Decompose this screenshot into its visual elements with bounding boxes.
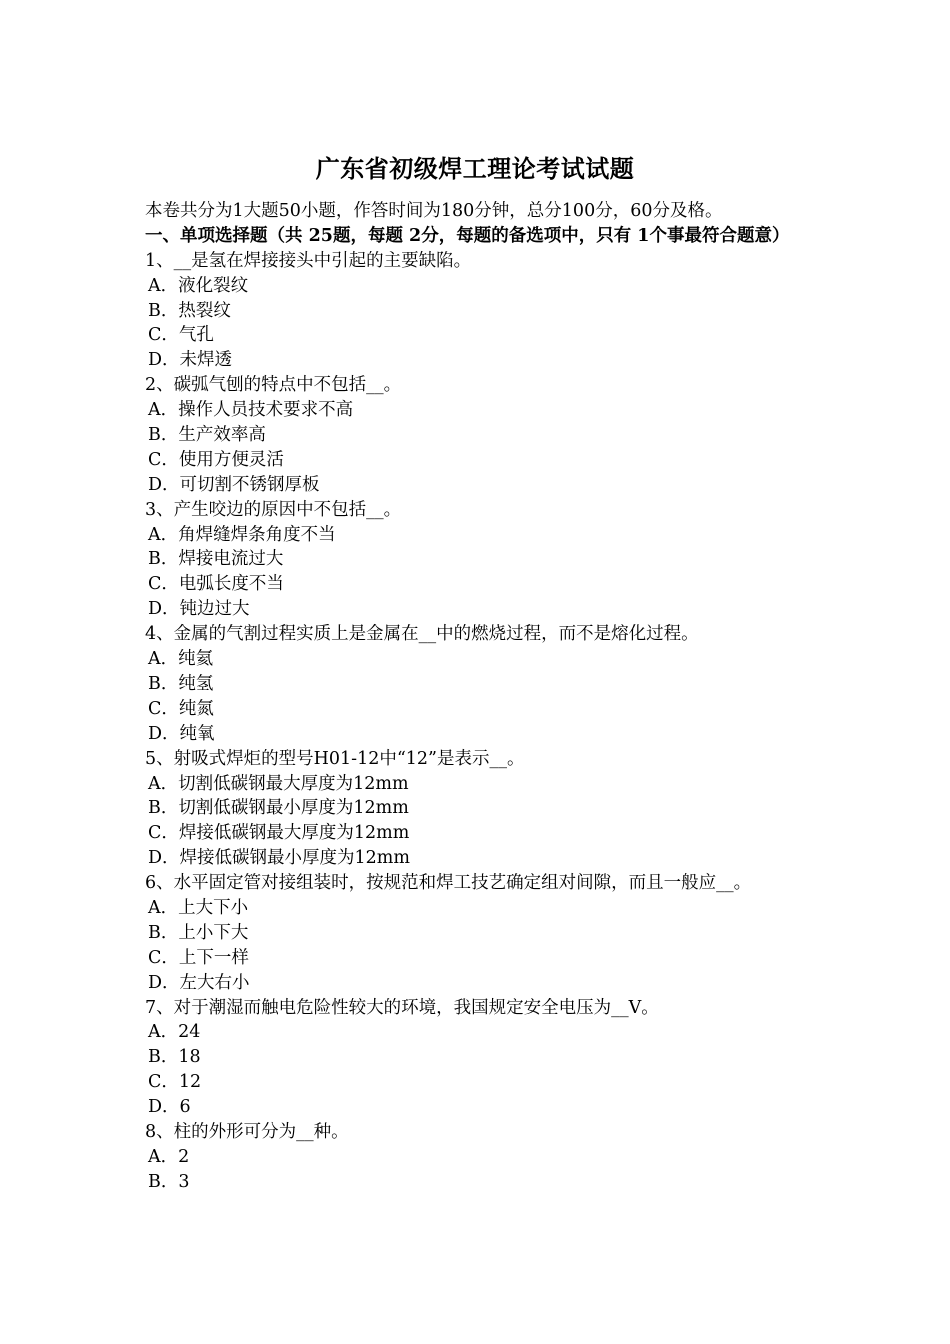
answer-option: A．24 xyxy=(148,1022,201,1043)
answer-option: A．上大下小 xyxy=(148,897,249,918)
answer-option: B．纯氢 xyxy=(148,673,214,694)
answer-option: A．液化裂纹 xyxy=(148,275,249,296)
answer-option: D．6 xyxy=(148,1097,191,1118)
answer-option: D．钝边过大 xyxy=(148,599,250,620)
answer-option: A．切割低碳钢最大厚度为12mm xyxy=(148,773,409,794)
answer-option: B．3 xyxy=(148,1171,190,1192)
document-title: 广东省初级焊工理论考试试题 xyxy=(315,154,635,183)
answer-option: D．可切割不锈钢厚板 xyxy=(148,474,320,495)
answer-option: D．未焊透 xyxy=(148,350,233,371)
answer-option: B．18 xyxy=(148,1047,201,1068)
question-stem: 4、金属的气割过程实质上是金属在__中的燃烧过程，而不是熔化过程。 xyxy=(145,624,699,645)
answer-option: D．纯氧 xyxy=(148,723,215,744)
question-stem: 6、水平固定管对接组装时，按规范和焊工技艺确定组对间隙，而且一般应__。 xyxy=(145,873,752,894)
answer-option: A．角焊缝焊条角度不当 xyxy=(148,524,336,545)
question-stem: 8、柱的外形可分为__种。 xyxy=(145,1121,349,1142)
question-list xyxy=(145,249,825,1195)
answer-option: C．电弧长度不当 xyxy=(148,574,284,595)
question-stem: 7、对于潮湿而触电危险性较大的环境，我国规定安全电压为__V。 xyxy=(145,997,659,1018)
exam-intro: 本卷共分为1大题50小题，作答时间为180分钟，总分100分，60分及格。 xyxy=(145,201,723,221)
answer-option: B．热裂纹 xyxy=(148,300,231,321)
answer-option: B．生产效率高 xyxy=(148,425,266,446)
answer-option: C．焊接低碳钢最大厚度为12mm xyxy=(148,823,410,844)
answer-option: C．气孔 xyxy=(148,325,214,346)
answer-option: C．使用方便灵活 xyxy=(148,449,284,470)
question-stem: 3、产生咬边的原因中不包括__。 xyxy=(145,499,402,520)
answer-option: C．纯氮 xyxy=(148,698,214,719)
answer-option: B．切割低碳钢最小厚度为12mm xyxy=(148,798,409,819)
document-body xyxy=(145,199,825,1195)
answer-option: B．焊接电流过大 xyxy=(148,549,284,570)
answer-option: C．12 xyxy=(148,1072,202,1093)
section-heading: 一、单项选择题（共 25题，每题 2分，每题的备选项中，只有 1个事最符合题意） xyxy=(145,225,790,246)
answer-option: A．纯氦 xyxy=(148,649,214,670)
answer-option: B．上小下大 xyxy=(148,922,249,943)
answer-option: D．左大右小 xyxy=(148,972,250,993)
question-stem: 5、射吸式焊炬的型号H01-12中“12”是表示__。 xyxy=(145,748,525,769)
question-stem: 2、碳弧气刨的特点中不包括__。 xyxy=(145,375,402,396)
answer-option: A．操作人员技术要求不高 xyxy=(148,400,354,421)
answer-option: C．上下一样 xyxy=(148,947,249,968)
answer-option: D．焊接低碳钢最小厚度为12mm xyxy=(148,848,410,869)
question-stem: 1、__是氢在焊接接头中引起的主要缺陷。 xyxy=(145,250,472,271)
answer-option: A．2 xyxy=(148,1146,190,1167)
